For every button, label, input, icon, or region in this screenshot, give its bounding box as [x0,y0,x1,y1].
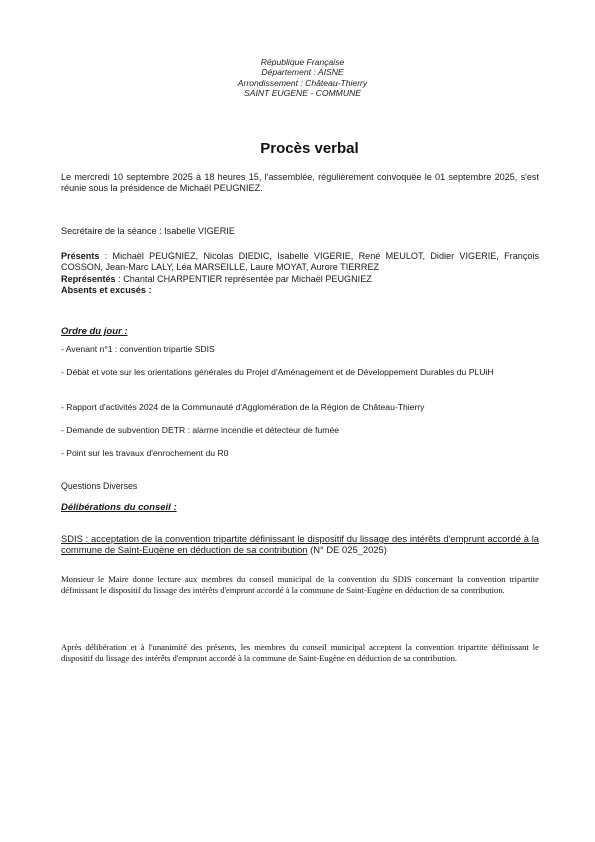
agenda-item: - Débat et vote sur les orientations générales du Projet d'Aménagement et de Développement Durables du PLUiH [61,367,494,377]
intro-paragraph: Le mercredi 10 septembre 2025 à 18 heures 15, l'assemblée, régulièrement convoquée le 01 septembre 2025, s'est réunie sous la présidence de Michaël PEUGNIEZ. [61,172,539,194]
sdis-heading-text: SDIS : acceptation de la convention tripartite définissant le dispositif du lissage des intérêts d'emprunt accordé à la commune de Saint-Eugène en déduction de sa contribution [61,533,539,556]
represented-label: Représentés [61,273,116,284]
absents-label: Absents et excusés : [61,285,152,296]
agenda-item: - Rapport d'activités 2024 de la Communauté d'Agglomération de la Région de Château-Thierry [61,402,425,412]
agenda-item: - Avenant n°1 : convention tripartie SDIS [61,344,215,354]
header-republique: République Française [260,57,345,67]
deliberations-title: Délibérations du conseil : [61,502,177,513]
sdis-heading [61,533,539,556]
agenda-item: - Demande de subvention DETR : alarme incendie et détecteur de fumée [61,425,340,435]
presents-label: Présents [61,251,100,261]
header-commune: SAINT EUGENE - COMMUNE [244,87,361,98]
ordre-du-jour-title: Ordre du jour : [61,326,128,337]
deliberation-paragraph-2: Après délibération et à l'unanimité des présents, les membres du conseil municipal acceptent la convention tripartite définissant le dispositif du lissage des intérêts d'emprunt accordé à la commune de Saint-Eugène en déduction de sa contribution. [61,642,539,664]
presents-list: : Michaël PEUGNIEZ, Nicolas DIEDIC, Isabelle VIGERIE, René MEULOT, Didier VIGERIE, François COSSON, Jean-Marc LALY, Léa MARSEILLE, Laure MOYAT, Aurore TIERREZ [61,251,539,273]
sdis-reference: (N° DE 025_2025) [307,544,387,556]
agenda-item: - Point sur les travaux d'enrochement du R0 [61,448,229,458]
secretaire-line: Secrétaire de la séance : Isabelle VIGERIE [61,226,235,236]
questions-diverses: Questions Diverses [61,481,138,491]
deliberation-paragraph-1: Monsieur le Maire donne lecture aux membres du conseil municipal de la convention du SDIS concernant la convention tripartite définissant le dispositif du lissage des intérêts d'emprunt accordé à la commune de Saint-Eugène en déduction de sa contribution. [61,574,539,596]
attendance-section [61,251,539,297]
header-departement: Département : AISNE [261,67,344,78]
represented-text: : Chantal CHARPENTIER représentée par Michaël PEUGNIEZ [115,273,372,284]
header-arrondissement: Arrondissement : Château-Thierry [237,77,368,88]
document-header [0,57,595,98]
document-title: Procès verbal [260,140,359,157]
presents-paragraph [61,251,539,274]
represented-line [61,274,539,285]
